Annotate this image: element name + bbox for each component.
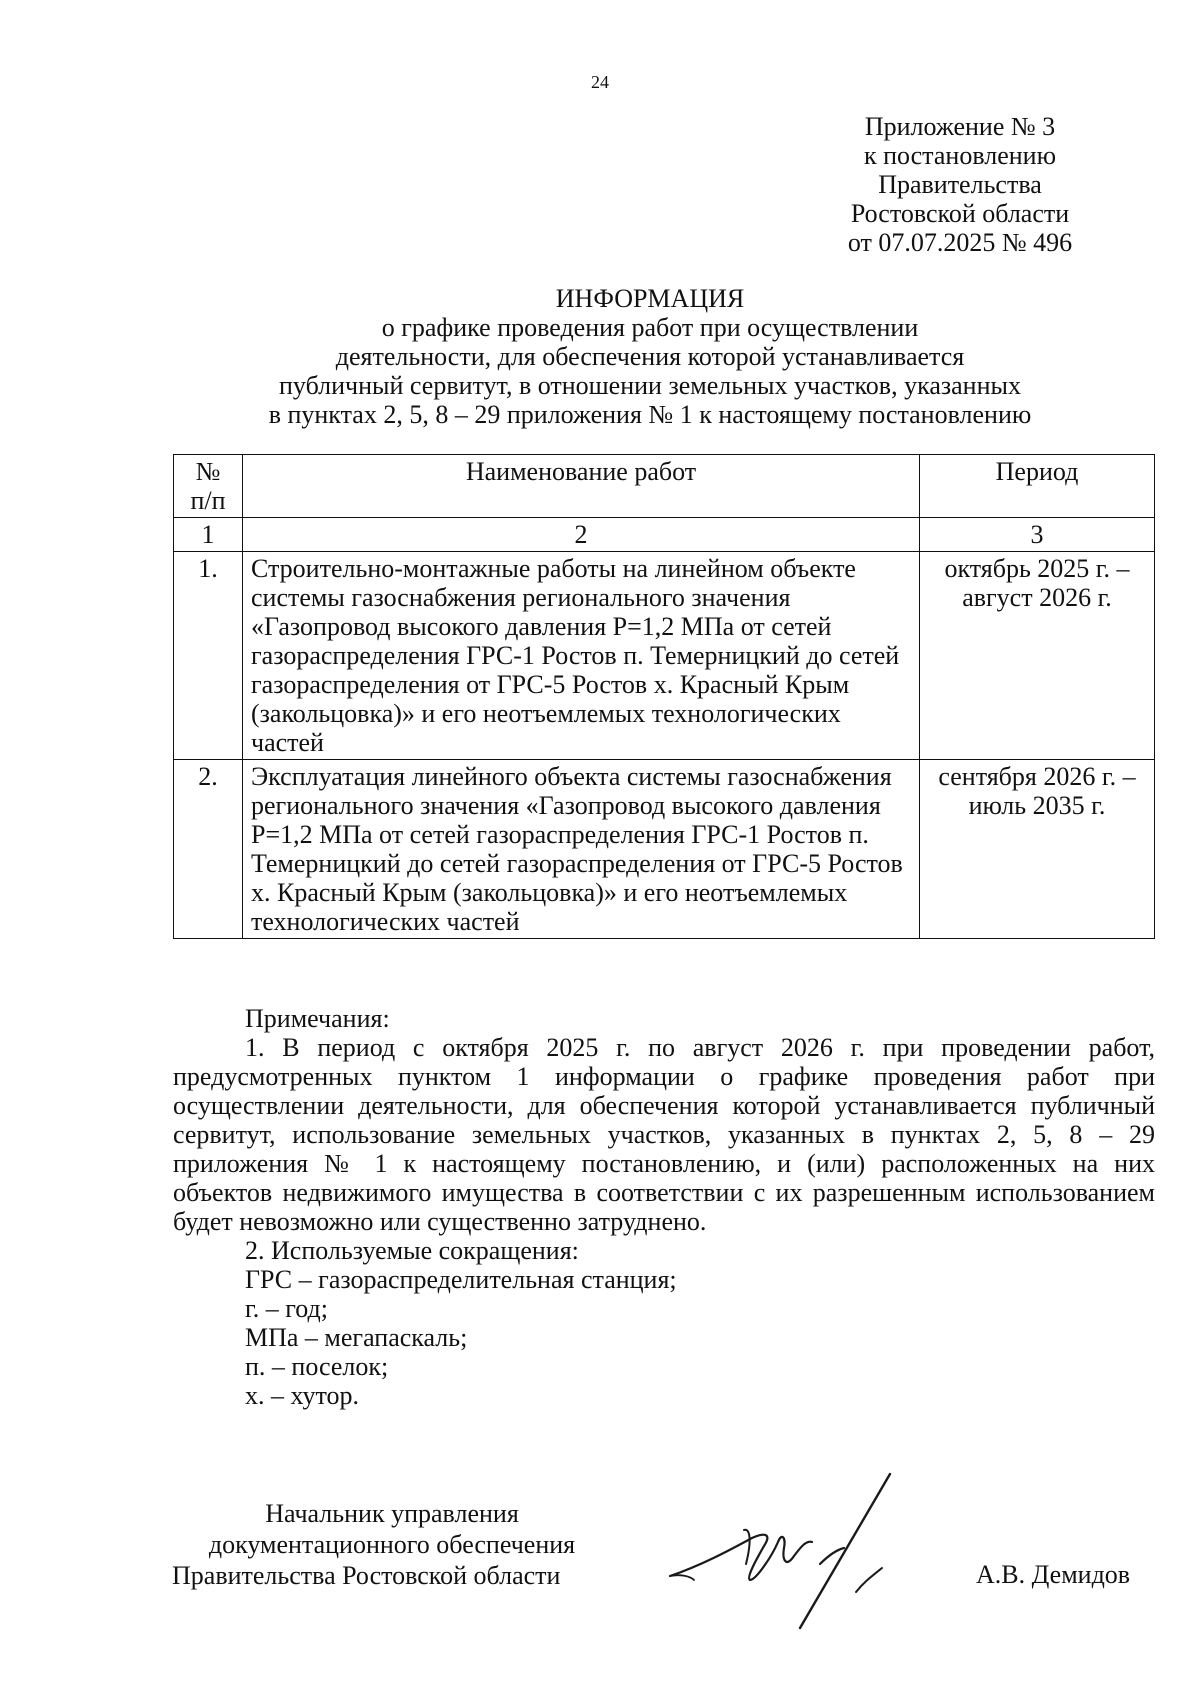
column-number: 2 — [243, 518, 920, 552]
works-schedule-table — [173, 454, 1155, 939]
header-period: Период — [920, 455, 1155, 518]
appendix-line: Правительства — [878, 170, 1042, 199]
title-line: в пунктах 2, 5, 8 – 29 приложения № 1 к настоящему постановлению — [268, 400, 1032, 429]
table-header-row — [174, 455, 1155, 518]
title-line: о графике проведения работ при осуществлении — [381, 313, 919, 342]
appendix-line: Ростовской области — [850, 199, 1070, 228]
row-num: 1. — [174, 552, 243, 760]
signer-position — [172, 1498, 612, 1591]
row-name: Эксплуатация линейного объекта системы газоснабжения регионального значения «Газопровод высокого давления Р=1,2 МПа от сетей газораспределения ГРС-1 Ростов п. Темерницкий до сетей газораспределения от ГРС-5 Ростов х. Красный Крым (закольцовка)» и его неотъемлемых технологических частей — [243, 760, 920, 939]
signer-name: А.В. Демидов — [976, 1560, 1131, 1589]
page-number: 24 — [591, 72, 609, 92]
row-name: Строительно-монтажные работы на линейном объекте системы газоснабжения регионального значения «Газопровод высокого давления Р=1,2 МПа от сетей газораспределения ГРС-1 Ростов п. Темерницкий до сетей газораспределения от ГРС-5 Ростов х. Красный Крым (закольцовка)» и его неотъемлемых технологических частей — [243, 552, 920, 760]
document-title — [170, 284, 1130, 429]
title-line: публичный сервитут, в отношении земельных участков, указанных — [279, 371, 1021, 400]
abbreviation-item: х. – хутор. — [245, 1381, 360, 1410]
row-period: сентября 2026 г. – июль 2035 г. — [920, 760, 1155, 939]
abbreviation-item: г. – год; — [245, 1294, 328, 1323]
table-row — [174, 552, 1155, 760]
note-2-heading: 2. Используемые сокращения: — [245, 1236, 579, 1265]
row-num: 2. — [174, 760, 243, 939]
header-name: Наименование работ — [243, 455, 920, 518]
title-heading: ИНФОРМАЦИЯ — [555, 284, 745, 313]
abbreviation-item: МПа – мегапаскаль; — [245, 1323, 468, 1352]
notes-section — [173, 1004, 1155, 1410]
appendix-line: от 07.07.2025 № 496 — [847, 228, 1073, 257]
column-number: 3 — [920, 518, 1155, 552]
column-number-row — [174, 518, 1155, 552]
appendix-reference — [820, 112, 1100, 257]
position-line: Правительства Ростовской области — [172, 1561, 561, 1590]
table-row — [174, 760, 1155, 939]
position-line: Начальник управления — [265, 1499, 519, 1528]
notes-heading: Примечания: — [245, 1004, 390, 1033]
note-1: 1. В период с октября 2025 г. по август 2026 г. при проведении работ, предусмотренных пунктом 1 информации о графике проведения работ при осуществлении деятельности, для обеспечения которой устанавливается публичный сервитут, использование земельных участков, указанных в пунктах 2, 5, 8 – 29 приложения № 1 к настоящему постановлению, и (или) расположенных на них объектов недвижимого имущества в соответствии с их разрешенным использованием будет невозможно или существенно затруднено. — [173, 1033, 1155, 1236]
handwritten-signature — [660, 1468, 920, 1648]
position-line: документационного обеспечения — [208, 1530, 576, 1559]
appendix-line: Приложение № 3 — [864, 112, 1056, 141]
header-num: № п/п — [174, 455, 243, 518]
row-period: октябрь 2025 г. – август 2026 г. — [920, 552, 1155, 760]
title-line: деятельности, для обеспечения которой устанавливается — [335, 342, 965, 371]
abbreviation-item: п. – поселок; — [245, 1352, 389, 1381]
column-number: 1 — [174, 518, 243, 552]
abbreviation-item: ГРС – газораспределительная станция; — [245, 1265, 677, 1294]
appendix-line: к постановлению — [863, 141, 1057, 170]
